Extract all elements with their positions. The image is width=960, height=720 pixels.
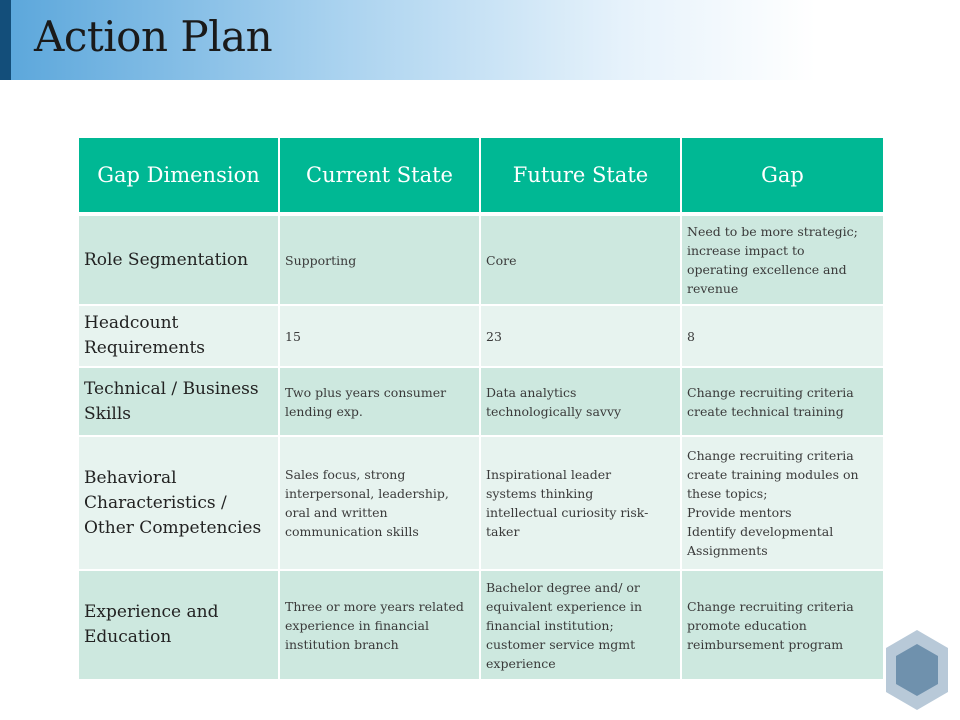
cell-line: systems thinking (486, 486, 594, 501)
cell-future-state (480, 214, 681, 305)
cell-line: Supporting (285, 252, 357, 268)
cell-current-state (279, 367, 480, 436)
cell-current-state (279, 570, 480, 680)
cell-line: promote education (687, 617, 807, 633)
cell-line: financial institution; (486, 617, 614, 633)
cell-dimension: Experience and Education (78, 570, 279, 680)
table-row (78, 570, 884, 680)
cell-line: equivalent experience in (486, 598, 643, 614)
cell-dimension: Technical / Business Skills (78, 367, 279, 436)
header-gap: Gap (681, 138, 884, 214)
cell-current-state (279, 214, 480, 305)
cell-line: create technical training (687, 403, 844, 419)
cell-line: increase impact to (687, 243, 805, 258)
cell-future-state (480, 570, 681, 680)
cell-gap (681, 305, 884, 367)
cell-line: Core (486, 252, 517, 268)
cell-line: taker (486, 524, 520, 539)
cell-current-state (279, 305, 480, 367)
cell-line: Bachelor degree and/ or (486, 579, 640, 595)
cell-line: customer service mgmt (486, 636, 636, 652)
hexagon-graphic (884, 628, 950, 712)
cell-line: 8 (687, 328, 695, 344)
cell-line: Assignments (687, 543, 768, 558)
cell-line: these topics; (687, 486, 768, 501)
title-accent-bar (0, 0, 11, 80)
cell-line: Three or more years related (285, 598, 464, 614)
cell-future-state (480, 436, 681, 570)
cell-dimension: Headcount Requirements (78, 305, 279, 367)
cell-line: Sales focus, strong (285, 467, 406, 482)
cell-line: experience in financial (285, 617, 430, 633)
header-gap-dimension: Gap Dimension (78, 138, 279, 214)
cell-gap (681, 367, 884, 436)
header-future-state: Future State (480, 138, 681, 214)
cell-line: communication skills (285, 524, 419, 539)
cell-current-state (279, 436, 480, 570)
cell-line: Provide mentors (687, 505, 792, 520)
cell-line: Inspirational leader (486, 467, 612, 482)
cell-line: 15 (285, 328, 301, 344)
cell-line: Identify developmental (687, 524, 834, 539)
cell-line: lending exp. (285, 403, 363, 419)
cell-gap (681, 214, 884, 305)
table-row (78, 367, 884, 436)
cell-future-state (480, 367, 681, 436)
table-row (78, 436, 884, 570)
cell-line: Change recruiting criteria (687, 384, 854, 400)
cell-line: intellectual curiosity risk- (486, 505, 649, 520)
hexagon-icon (884, 628, 950, 712)
cell-line: Need to be more strategic; (687, 224, 858, 239)
cell-line: institution branch (285, 636, 399, 652)
cell-line: interpersonal, leadership, (285, 486, 449, 501)
header-current-state: Current State (279, 138, 480, 214)
table-header-row (78, 138, 884, 214)
table-row (78, 305, 884, 367)
cell-dimension: Behavioral Characteristics / Other Competencies (78, 436, 279, 570)
cell-line: operating excellence and (687, 262, 847, 277)
cell-line: Change recruiting criteria (687, 448, 854, 463)
cell-line: 23 (486, 328, 502, 344)
cell-line: oral and written (285, 505, 388, 520)
cell-dimension: Role Segmentation (78, 214, 279, 305)
cell-gap (681, 570, 884, 680)
slide-title: Action Plan (34, 12, 273, 61)
cell-future-state (480, 305, 681, 367)
cell-line: Data analytics (486, 384, 577, 400)
cell-line: Change recruiting criteria (687, 598, 854, 614)
cell-line: create training modules on (687, 467, 859, 482)
cell-line: revenue (687, 281, 739, 296)
table-row (78, 214, 884, 305)
cell-gap (681, 436, 884, 570)
action-plan-table (77, 138, 885, 681)
cell-line: experience (486, 655, 556, 671)
cell-line: Two plus years consumer (285, 384, 447, 400)
cell-line: reimbursement program (687, 636, 844, 652)
cell-line: technologically savvy (486, 403, 622, 419)
